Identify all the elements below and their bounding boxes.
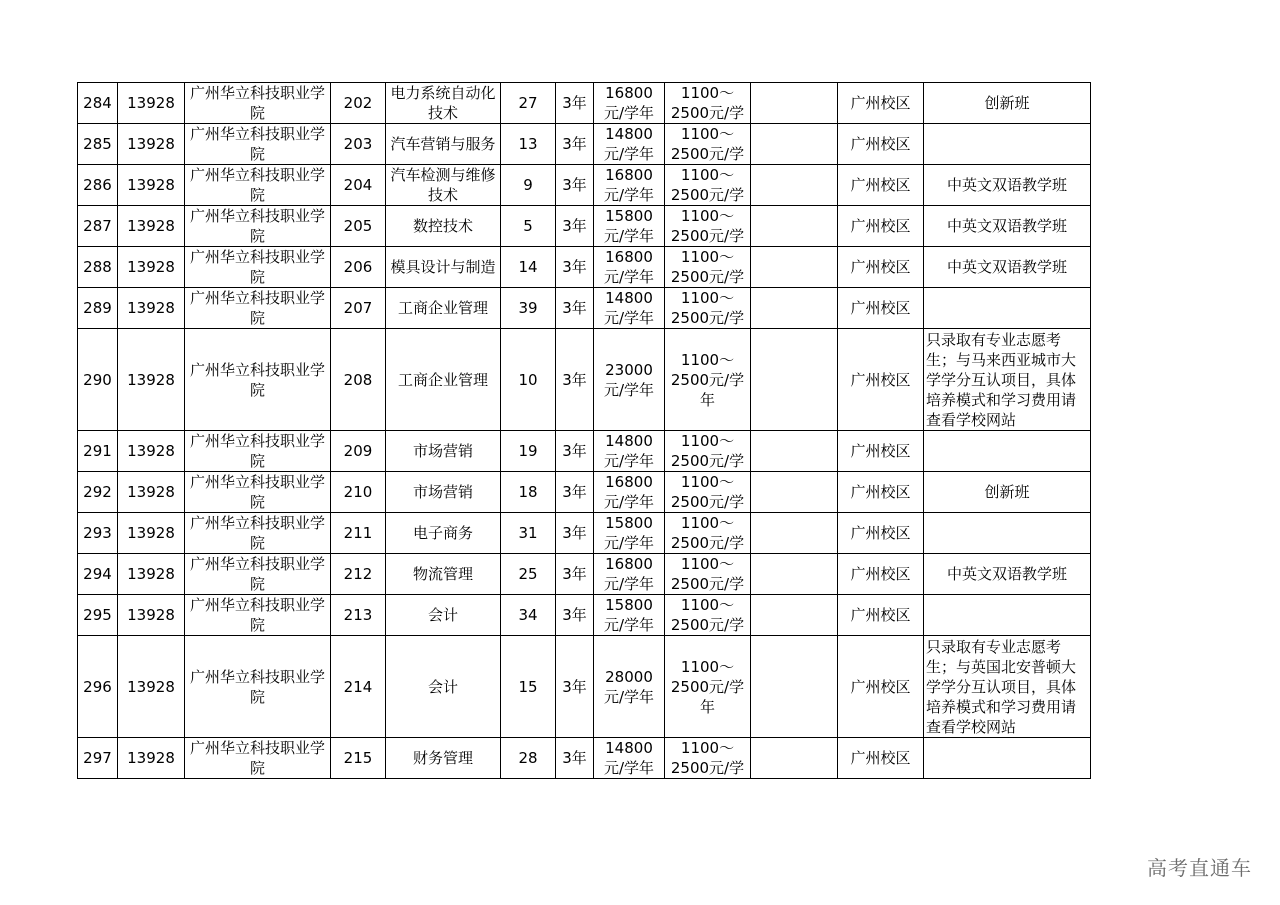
tuition-cell: 16800元/学年 <box>594 472 665 513</box>
tuition-cell: 16800元/学年 <box>594 165 665 206</box>
school-name-cell: 广州华立科技职业学院 <box>185 472 331 513</box>
school-code-cell: 13928 <box>118 247 185 288</box>
school-name-cell: 广州华立科技职业学院 <box>185 206 331 247</box>
dorm-fee-cell: 1100～2500元/学 <box>665 513 751 554</box>
dorm-fee-cell: 1100～2500元/学 <box>665 124 751 165</box>
school-name-cell: 广州华立科技职业学院 <box>185 554 331 595</box>
school-name-cell: 广州华立科技职业学院 <box>185 288 331 329</box>
plan-count-cell: 28 <box>501 738 556 779</box>
tuition-cell: 16800元/学年 <box>594 554 665 595</box>
major-code-cell: 215 <box>331 738 386 779</box>
tuition-cell: 15800元/学年 <box>594 595 665 636</box>
tuition-cell: 15800元/学年 <box>594 206 665 247</box>
school-name-cell: 广州华立科技职业学院 <box>185 513 331 554</box>
duration-cell: 3年 <box>556 636 594 738</box>
dorm-fee-cell: 1100～2500元/学 <box>665 595 751 636</box>
dorm-fee-cell: 1100～2500元/学 <box>665 288 751 329</box>
school-code-cell: 13928 <box>118 165 185 206</box>
row-number-cell: 284 <box>78 83 118 124</box>
school-code-cell: 13928 <box>118 554 185 595</box>
major-name-cell: 物流管理 <box>386 554 501 595</box>
empty-cell <box>751 124 838 165</box>
tuition-cell: 14800元/学年 <box>594 124 665 165</box>
major-code-cell: 204 <box>331 165 386 206</box>
school-code-cell: 13928 <box>118 738 185 779</box>
school-name-cell: 广州华立科技职业学院 <box>185 124 331 165</box>
tuition-cell: 15800元/学年 <box>594 513 665 554</box>
plan-count-cell: 19 <box>501 431 556 472</box>
major-name-cell: 模具设计与制造 <box>386 247 501 288</box>
plan-count-cell: 31 <box>501 513 556 554</box>
major-code-cell: 212 <box>331 554 386 595</box>
major-code-cell: 205 <box>331 206 386 247</box>
school-name-cell: 广州华立科技职业学院 <box>185 165 331 206</box>
note-cell: 中英文双语教学班 <box>924 247 1091 288</box>
school-code-cell: 13928 <box>118 206 185 247</box>
major-name-cell: 市场营销 <box>386 472 501 513</box>
row-number-cell: 296 <box>78 636 118 738</box>
plan-count-cell: 15 <box>501 636 556 738</box>
note-cell <box>924 738 1091 779</box>
plan-count-cell: 39 <box>501 288 556 329</box>
table-row <box>78 329 1091 431</box>
table-row <box>78 206 1091 247</box>
note-cell <box>924 288 1091 329</box>
note-cell: 创新班 <box>924 472 1091 513</box>
table-row <box>78 636 1091 738</box>
school-code-cell: 13928 <box>118 472 185 513</box>
empty-cell <box>751 165 838 206</box>
major-code-cell: 213 <box>331 595 386 636</box>
dorm-fee-cell: 1100～2500元/学 <box>665 247 751 288</box>
major-name-cell: 市场营销 <box>386 431 501 472</box>
row-number-cell: 290 <box>78 329 118 431</box>
note-cell <box>924 595 1091 636</box>
school-code-cell: 13928 <box>118 329 185 431</box>
campus-cell: 广州校区 <box>838 595 924 636</box>
major-name-cell: 财务管理 <box>386 738 501 779</box>
plan-count-cell: 13 <box>501 124 556 165</box>
major-name-cell: 会计 <box>386 636 501 738</box>
plan-count-cell: 9 <box>501 165 556 206</box>
note-cell: 创新班 <box>924 83 1091 124</box>
tuition-cell: 23000元/学年 <box>594 329 665 431</box>
duration-cell: 3年 <box>556 247 594 288</box>
empty-cell <box>751 513 838 554</box>
major-name-cell: 工商企业管理 <box>386 329 501 431</box>
table-row <box>78 247 1091 288</box>
major-name-cell: 电子商务 <box>386 513 501 554</box>
note-cell: 中英文双语教学班 <box>924 165 1091 206</box>
campus-cell: 广州校区 <box>838 247 924 288</box>
duration-cell: 3年 <box>556 513 594 554</box>
duration-cell: 3年 <box>556 431 594 472</box>
school-name-cell: 广州华立科技职业学院 <box>185 329 331 431</box>
empty-cell <box>751 288 838 329</box>
duration-cell: 3年 <box>556 124 594 165</box>
major-code-cell: 209 <box>331 431 386 472</box>
tuition-cell: 28000元/学年 <box>594 636 665 738</box>
duration-cell: 3年 <box>556 472 594 513</box>
campus-cell: 广州校区 <box>838 636 924 738</box>
empty-cell <box>751 206 838 247</box>
duration-cell: 3年 <box>556 738 594 779</box>
tuition-cell: 16800元/学年 <box>594 83 665 124</box>
duration-cell: 3年 <box>556 329 594 431</box>
row-number-cell: 285 <box>78 124 118 165</box>
table-row <box>78 554 1091 595</box>
duration-cell: 3年 <box>556 554 594 595</box>
row-number-cell: 291 <box>78 431 118 472</box>
major-name-cell: 汽车营销与服务 <box>386 124 501 165</box>
campus-cell: 广州校区 <box>838 206 924 247</box>
campus-cell: 广州校区 <box>838 83 924 124</box>
school-code-cell: 13928 <box>118 595 185 636</box>
row-number-cell: 289 <box>78 288 118 329</box>
plan-count-cell: 25 <box>501 554 556 595</box>
dorm-fee-cell: 1100～2500元/学 <box>665 554 751 595</box>
empty-cell <box>751 247 838 288</box>
major-code-cell: 214 <box>331 636 386 738</box>
watermark: 高考直通车 <box>1147 856 1252 880</box>
empty-cell <box>751 329 838 431</box>
school-name-cell: 广州华立科技职业学院 <box>185 636 331 738</box>
row-number-cell: 295 <box>78 595 118 636</box>
dorm-fee-cell: 1100～2500元/学年 <box>665 636 751 738</box>
plan-count-cell: 5 <box>501 206 556 247</box>
tuition-cell: 14800元/学年 <box>594 431 665 472</box>
dorm-fee-cell: 1100～2500元/学 <box>665 472 751 513</box>
note-cell: 中英文双语教学班 <box>924 206 1091 247</box>
note-cell <box>924 124 1091 165</box>
note-cell <box>924 431 1091 472</box>
school-code-cell: 13928 <box>118 636 185 738</box>
note-cell: 中英文双语教学班 <box>924 554 1091 595</box>
table-row <box>78 124 1091 165</box>
row-number-cell: 297 <box>78 738 118 779</box>
plan-count-cell: 10 <box>501 329 556 431</box>
table-row <box>78 738 1091 779</box>
dorm-fee-cell: 1100～2500元/学 <box>665 165 751 206</box>
major-code-cell: 210 <box>331 472 386 513</box>
tuition-cell: 14800元/学年 <box>594 288 665 329</box>
school-name-cell: 广州华立科技职业学院 <box>185 431 331 472</box>
major-code-cell: 207 <box>331 288 386 329</box>
dorm-fee-cell: 1100～2500元/学 <box>665 431 751 472</box>
table-body <box>78 83 1091 779</box>
table-row <box>78 165 1091 206</box>
row-number-cell: 287 <box>78 206 118 247</box>
row-number-cell: 286 <box>78 165 118 206</box>
duration-cell: 3年 <box>556 83 594 124</box>
school-code-cell: 13928 <box>118 288 185 329</box>
major-name-cell: 会计 <box>386 595 501 636</box>
dorm-fee-cell: 1100～2500元/学 <box>665 738 751 779</box>
empty-cell <box>751 595 838 636</box>
dorm-fee-cell: 1100～2500元/学年 <box>665 329 751 431</box>
tuition-cell: 16800元/学年 <box>594 247 665 288</box>
row-number-cell: 294 <box>78 554 118 595</box>
row-number-cell: 293 <box>78 513 118 554</box>
plan-count-cell: 34 <box>501 595 556 636</box>
duration-cell: 3年 <box>556 165 594 206</box>
note-cell: 只录取有专业志愿考生；与马来西亚城市大学学分互认项目，具体培养模式和学习费用请查看学校网站 <box>924 329 1091 431</box>
duration-cell: 3年 <box>556 206 594 247</box>
major-name-cell: 电力系统自动化技术 <box>386 83 501 124</box>
table-row <box>78 472 1091 513</box>
school-name-cell: 广州华立科技职业学院 <box>185 738 331 779</box>
empty-cell <box>751 83 838 124</box>
major-code-cell: 208 <box>331 329 386 431</box>
duration-cell: 3年 <box>556 288 594 329</box>
school-name-cell: 广州华立科技职业学院 <box>185 595 331 636</box>
row-number-cell: 292 <box>78 472 118 513</box>
plan-count-cell: 27 <box>501 83 556 124</box>
major-name-cell: 数控技术 <box>386 206 501 247</box>
empty-cell <box>751 472 838 513</box>
major-name-cell: 工商企业管理 <box>386 288 501 329</box>
major-code-cell: 203 <box>331 124 386 165</box>
dorm-fee-cell: 1100～2500元/学 <box>665 83 751 124</box>
row-number-cell: 288 <box>78 247 118 288</box>
campus-cell: 广州校区 <box>838 165 924 206</box>
table-row <box>78 513 1091 554</box>
school-name-cell: 广州华立科技职业学院 <box>185 247 331 288</box>
major-code-cell: 206 <box>331 247 386 288</box>
tuition-cell: 14800元/学年 <box>594 738 665 779</box>
table-row <box>78 431 1091 472</box>
campus-cell: 广州校区 <box>838 329 924 431</box>
school-name-cell: 广州华立科技职业学院 <box>185 83 331 124</box>
empty-cell <box>751 636 838 738</box>
major-code-cell: 211 <box>331 513 386 554</box>
table-row <box>78 83 1091 124</box>
campus-cell: 广州校区 <box>838 513 924 554</box>
table-row <box>78 288 1091 329</box>
plan-count-cell: 14 <box>501 247 556 288</box>
major-code-cell: 202 <box>331 83 386 124</box>
campus-cell: 广州校区 <box>838 738 924 779</box>
empty-cell <box>751 431 838 472</box>
note-cell: 只录取有专业志愿考生；与英国北安普顿大学学分互认项目，具体培养模式和学习费用请查看学校网站 <box>924 636 1091 738</box>
school-code-cell: 13928 <box>118 513 185 554</box>
campus-cell: 广州校区 <box>838 472 924 513</box>
table-row <box>78 595 1091 636</box>
campus-cell: 广州校区 <box>838 431 924 472</box>
school-code-cell: 13928 <box>118 431 185 472</box>
campus-cell: 广州校区 <box>838 288 924 329</box>
school-code-cell: 13928 <box>118 124 185 165</box>
campus-cell: 广州校区 <box>838 554 924 595</box>
enrollment-table <box>77 82 1091 779</box>
empty-cell <box>751 554 838 595</box>
duration-cell: 3年 <box>556 595 594 636</box>
note-cell <box>924 513 1091 554</box>
school-code-cell: 13928 <box>118 83 185 124</box>
major-name-cell: 汽车检测与维修技术 <box>386 165 501 206</box>
plan-count-cell: 18 <box>501 472 556 513</box>
campus-cell: 广州校区 <box>838 124 924 165</box>
empty-cell <box>751 738 838 779</box>
dorm-fee-cell: 1100～2500元/学 <box>665 206 751 247</box>
